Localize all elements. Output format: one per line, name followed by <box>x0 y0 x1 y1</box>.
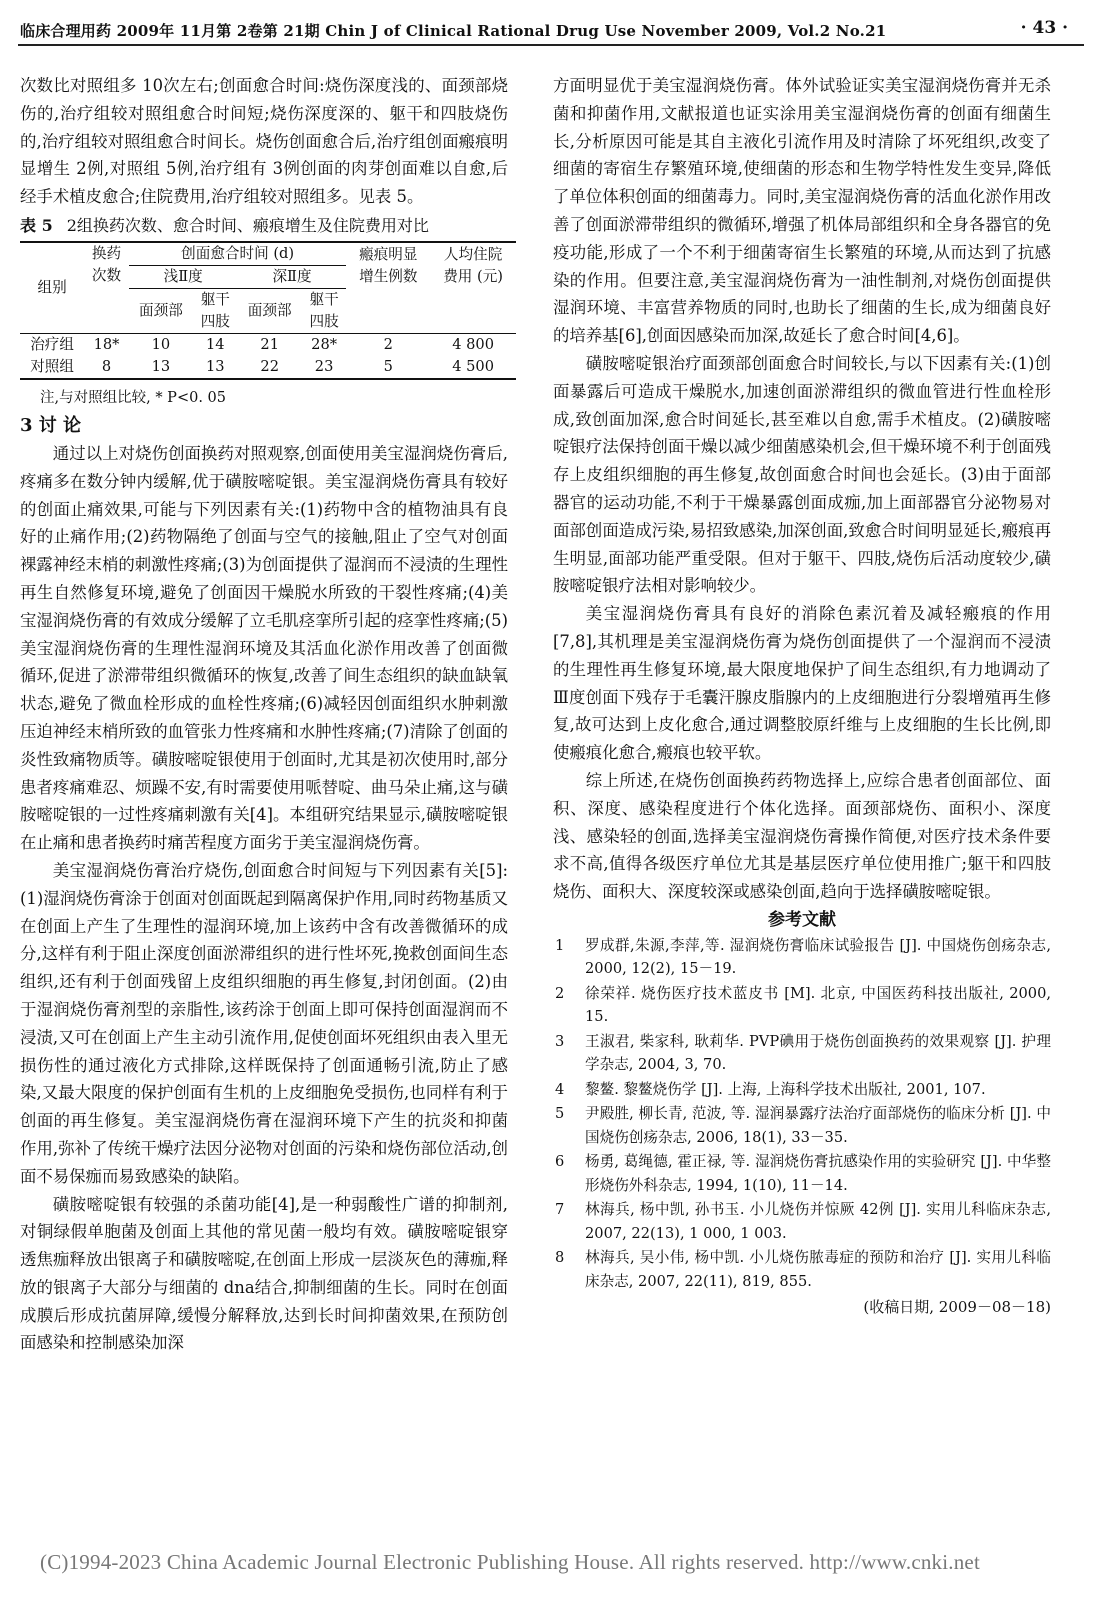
page-number: · 43 · <box>1020 18 1068 38</box>
col-header-scar: 瘢痕明显 增生例数 <box>359 245 418 285</box>
table-row: 治疗组 18* 10 14 21 28* 2 4 800 <box>30 335 494 353</box>
col-header-trunk: 躯干 四肢 <box>309 290 339 330</box>
table-caption <box>20 213 508 239</box>
col-header-shallow: 浅Ⅱ度 <box>129 265 238 288</box>
results-paragraph: 次数比对照组多 10次左右;创面愈合时间:烧伤深度浅的、面颈部烧伤的,治疗组较对照组愈合时间短;烧伤深度深的、躯干和四肢烧伤的,治疗组较对照组愈合时间长。烧伤创面愈合后,治疗组创面瘢痕明显增生 2例,对照组 5例,治疗组有 3例创面的肉芽创面难以自愈,后经手术植皮愈合;住院费用,治疗组较对照组多。见表 5。 <box>20 76 508 207</box>
right-column <box>553 72 1051 1320</box>
references-heading: 参考文献 <box>768 909 836 930</box>
discussion-paragraph: 美宝湿润烧伤膏具有良好的消除色素沉着及减轻瘢痕的作用[7,8],其机理是美宝湿润烧伤膏为烧伤创面提供了一个湿润而不浸渍的生理性再生修复环境,最大限度地保护了间生态组织,有力地调动了Ⅲ度创面下残存于毛囊汗腺皮脂腺内的上皮细胞进行分裂增殖再生修复,故可达到上皮化愈合,通过调整胶原纤维与上皮细胞的生长比例,即使瘢痕化愈合,瘢痕也较平软。 <box>553 604 1051 763</box>
reference-item: 4 黎鳌. 黎鳌烧伤学 [J]. 上海, 上海科学技术出版社, 2001, 107. <box>555 1080 986 1098</box>
col-header-cost: 人均住院 费用 (元) <box>443 245 503 285</box>
reference-list <box>553 934 1051 1294</box>
col-header-face: 面颈部 <box>247 301 292 319</box>
col-header-heal-time: 创面愈合时间 (d) <box>129 242 347 266</box>
reference-item: 3 王淑君, 柴家科, 耿莉华. PVP碘用于烧伤创面换药的效果观察 [J]. 护理学杂志, 2004, 3, 70. <box>555 1032 1051 1074</box>
table-note: 注,与对照组比较, * P<0. 05 <box>40 389 226 406</box>
reference-item: 8 林海兵, 吴小伟, 杨中凯. 小儿烧伤脓毒症的预防和治疗 [J]. 实用儿科临床杂志, 2007, 22(11), 819, 855. <box>555 1249 1051 1290</box>
col-header-face: 面颈部 <box>139 301 183 319</box>
discussion-paragraph: 磺胺嘧啶银有较强的杀菌功能[4],是一种弱酸性广谱的抑制剂,对铜绿假单胞菌及创面上其他的常见菌一般均有效。磺胺嘧啶银穿透焦痂释放出银离子和磺胺嘧啶,在创面上形成一层淡灰色的薄痂,释放的银离子大部分与细菌的 dna结合,抑制细菌的生长。同时在创面成膜后形成抗菌屏障,缓慢分解释放,达到长时间抑菌效果,在预防创面感染和控制感染加深 <box>20 1194 508 1353</box>
comparison-table <box>20 241 516 380</box>
copyright-footer: (C)1994-2023 China Academic Journal Electronic Publishing House. All rights reserved. http://www.cnki.net <box>40 1550 980 1574</box>
running-header: 临床合理用药 2009年 11月第 2卷第 21期 Chin J of Clinical Rational Drug Use November 2009, Vol.2 No.21 <box>20 22 887 40</box>
left-column <box>20 72 508 1357</box>
discussion-paragraph: 通过以上对烧伤创面换药对照观察,创面使用美宝湿润烧伤膏后,疼痛多在数分钟内缓解,优于磺胺嘧啶银。美宝湿润烧伤膏具有较好的创面止痛效果,可能与下列因素有关:(1)药物中含的植物油具有良好的止痛作用;(2)药物隔绝了创面与空气的接触,阻止了空气对创面裸露神经末梢的刺激性疼痛;(3)为创面提供了湿润而不浸渍的生理性再生自然修复环境,避免了创面因干燥脱水所致的干裂性疼痛;(4)美宝湿润烧伤膏的有效成分缓解了立毛肌痉挛所引起的痉挛性疼痛;(5)美宝湿润烧伤膏的生理性湿润环境及其活血化淤作用改善了创面微循环,促进了淤滞带组织微循环的恢复,改善了间生态组织的缺血缺氧状态,避免了微血栓形成的血栓性疼痛;(6)减轻因创面组织水肿刺激压迫神经末梢所致的血管张力性疼痛和水肿性疼痛;(7)清除了创面的炎性致痛物质等。磺胺嘧啶银使用于创面时,尤其是初次使用时,部分患者疼痛难忍、烦躁不安,有时需要使用哌替啶、曲马朵止痛,这与磺胺嘧啶银的一过性疼痛刺激有关[4]。本组研究结果显示,磺胺嘧啶银在止痛和患者换药时痛苦程度方面劣于美宝湿润烧伤膏。 <box>20 443 508 853</box>
col-header-changes: 换药 次数 <box>91 244 122 284</box>
table-title: 2组换药次数、愈合时间、瘢痕增生及住院费用对比 <box>66 215 429 235</box>
conclusion-paragraph: 综上所述,在烧伤创面换药药物选择上,应综合患者创面部位、面积、深度、感染程度进行个体化选择。面颈部烧伤、面积小、深度浅、感染轻的创面,选择美宝湿润烧伤膏操作简便,对医疗技术条件要求不高,值得各级医疗单位尤其是基层医疗单位使用推广;躯干和四肢烧伤、面积大、深度较深或感染创面,趋向于选择磺胺嘧啶银。 <box>553 770 1051 902</box>
table-label: 表 5 <box>20 215 53 235</box>
reference-item: 5 尹殿胜, 柳长青, 范波, 等. 湿润暴露疗法治疗面部烧伤的临床分析 [J]. 中国烧伤创疡杂志, 2006, 18(1), 33－35. <box>555 1105 1051 1146</box>
received-date: (收稿日期, 2009－08－18) <box>863 1298 1051 1317</box>
table-row: 对照组 8 13 13 22 23 5 4 500 <box>20 356 516 379</box>
section-heading: 3 讨 论 <box>20 414 82 436</box>
reference-item: 7 林海兵, 杨中凯, 孙书玉. 小儿烧伤并惊厥 42例 [J]. 实用儿科临床杂志, 2007, 22(13), 1 000, 1 003. <box>555 1201 1051 1242</box>
col-header-trunk: 躯干 四肢 <box>200 290 230 330</box>
col-header-group: 组别 <box>37 278 67 296</box>
reference-item: 2 徐荣祥. 烧伤医疗技术蓝皮书 [M]. 北京, 中国医药科技出版社, 2000, 15. <box>555 984 1051 1026</box>
header-rule <box>18 44 1084 46</box>
reference-item: 1 罗成群,朱源,李萍,等. 湿润烧伤膏临床试验报告 [J]. 中国烧伤创疡杂志, 2000, 12(2), 15－19. <box>555 936 1051 978</box>
discussion-paragraph: 磺胺嘧啶银治疗面颈部创面愈合时间较长,与以下因素有关:(1)创面暴露后可造成干燥脱水,加速创面淤滞组织的微血管进行性血栓形成,致创面加深,愈合时间延长,甚至难以自愈,需手术植皮。(2)磺胺嘧啶银疗法保持创面干燥以减少细菌感染机会,但干燥环境不利于创面残存上皮组织细胞的再生修复,故创面愈合时间也会延长。(3)由于面部器官的运动功能,不利于干燥暴露创面成痂,加上面部器官分泌物易对面部创面造成污染,易招致感染,加深创面,致愈合时间明显延长,瘢痕再生明显,面部功能严重受限。但对于躯干、四肢,烧伤后活动度较少,磺胺嘧啶银疗法相对影响较少。 <box>553 353 1051 596</box>
discussion-paragraph: 方面明显优于美宝湿润烧伤膏。体外试验证实美宝湿润烧伤膏并无杀菌和抑菌作用,文献报道也证实涂用美宝湿润烧伤膏的创面有细菌生长,分析原因可能是其自主液化引流作用及时清除了坏死组织,改变了细菌的寄宿生存繁殖环境,使细菌的形态和生物学特性发生变异,降低了单位体积创面的细菌毒力。同时,美宝湿润烧伤膏的活血化淤作用改善了创面淤滞带组织的微循环,增强了机体局部组织和全身各器官的免疫功能,形成了一个不利于细菌寄宿生长繁殖的环境,从而达到了抗感染的作用。但要注意,美宝湿润烧伤膏为一油性制剂,对烧伤创面提供湿润环境、丰富营养物质的同时,也助长了细菌的生长,成为细菌良好的培养基[6],创面因感染而加深,故延长了愈合时间[4,6]。 <box>553 76 1051 346</box>
col-header-deep: 深Ⅱ度 <box>238 265 347 288</box>
reference-item: 6 杨勇, 葛绳德, 霍正禄, 等. 湿润烧伤膏抗感染作用的实验研究 [J]. 中华整形烧伤外科杂志, 1994, 1(10), 11－14. <box>555 1153 1051 1194</box>
discussion-paragraph: 美宝湿润烧伤膏治疗烧伤,创面愈合时间短与下列因素有关[5]:(1)湿润烧伤膏涂于创面对创面既起到隔离保护作用,同时药物基质又在创面上产生了生理性的湿润环境,加上该药中含有改善微循环的成分,这样有利于阻止深度创面淤滞组织的进行性坏死,挽救创面间生态组织,还有利于创面残留上皮组织细胞的再生修复,封闭创面。(2)由于湿润烧伤膏剂型的亲脂性,该药涂于创面上即可保持创面湿润而不浸渍,又可在创面上产生主动引流作用,促使创面坏死组织由表入里无损伤性的通过液化方式排除,这样既保持了创面通畅引流,防止了感染,又最大限度的保护创面有生机的上皮细胞免受损伤,也同样有利于创面的再生修复。美宝湿润烧伤膏在湿润环境下产生的抗炎和抑菌作用,弥补了传统干燥疗法因分泌物对创面的污染和烧伤部位活动,创面不易保痂而易致感染的缺陷。 <box>20 860 508 1186</box>
